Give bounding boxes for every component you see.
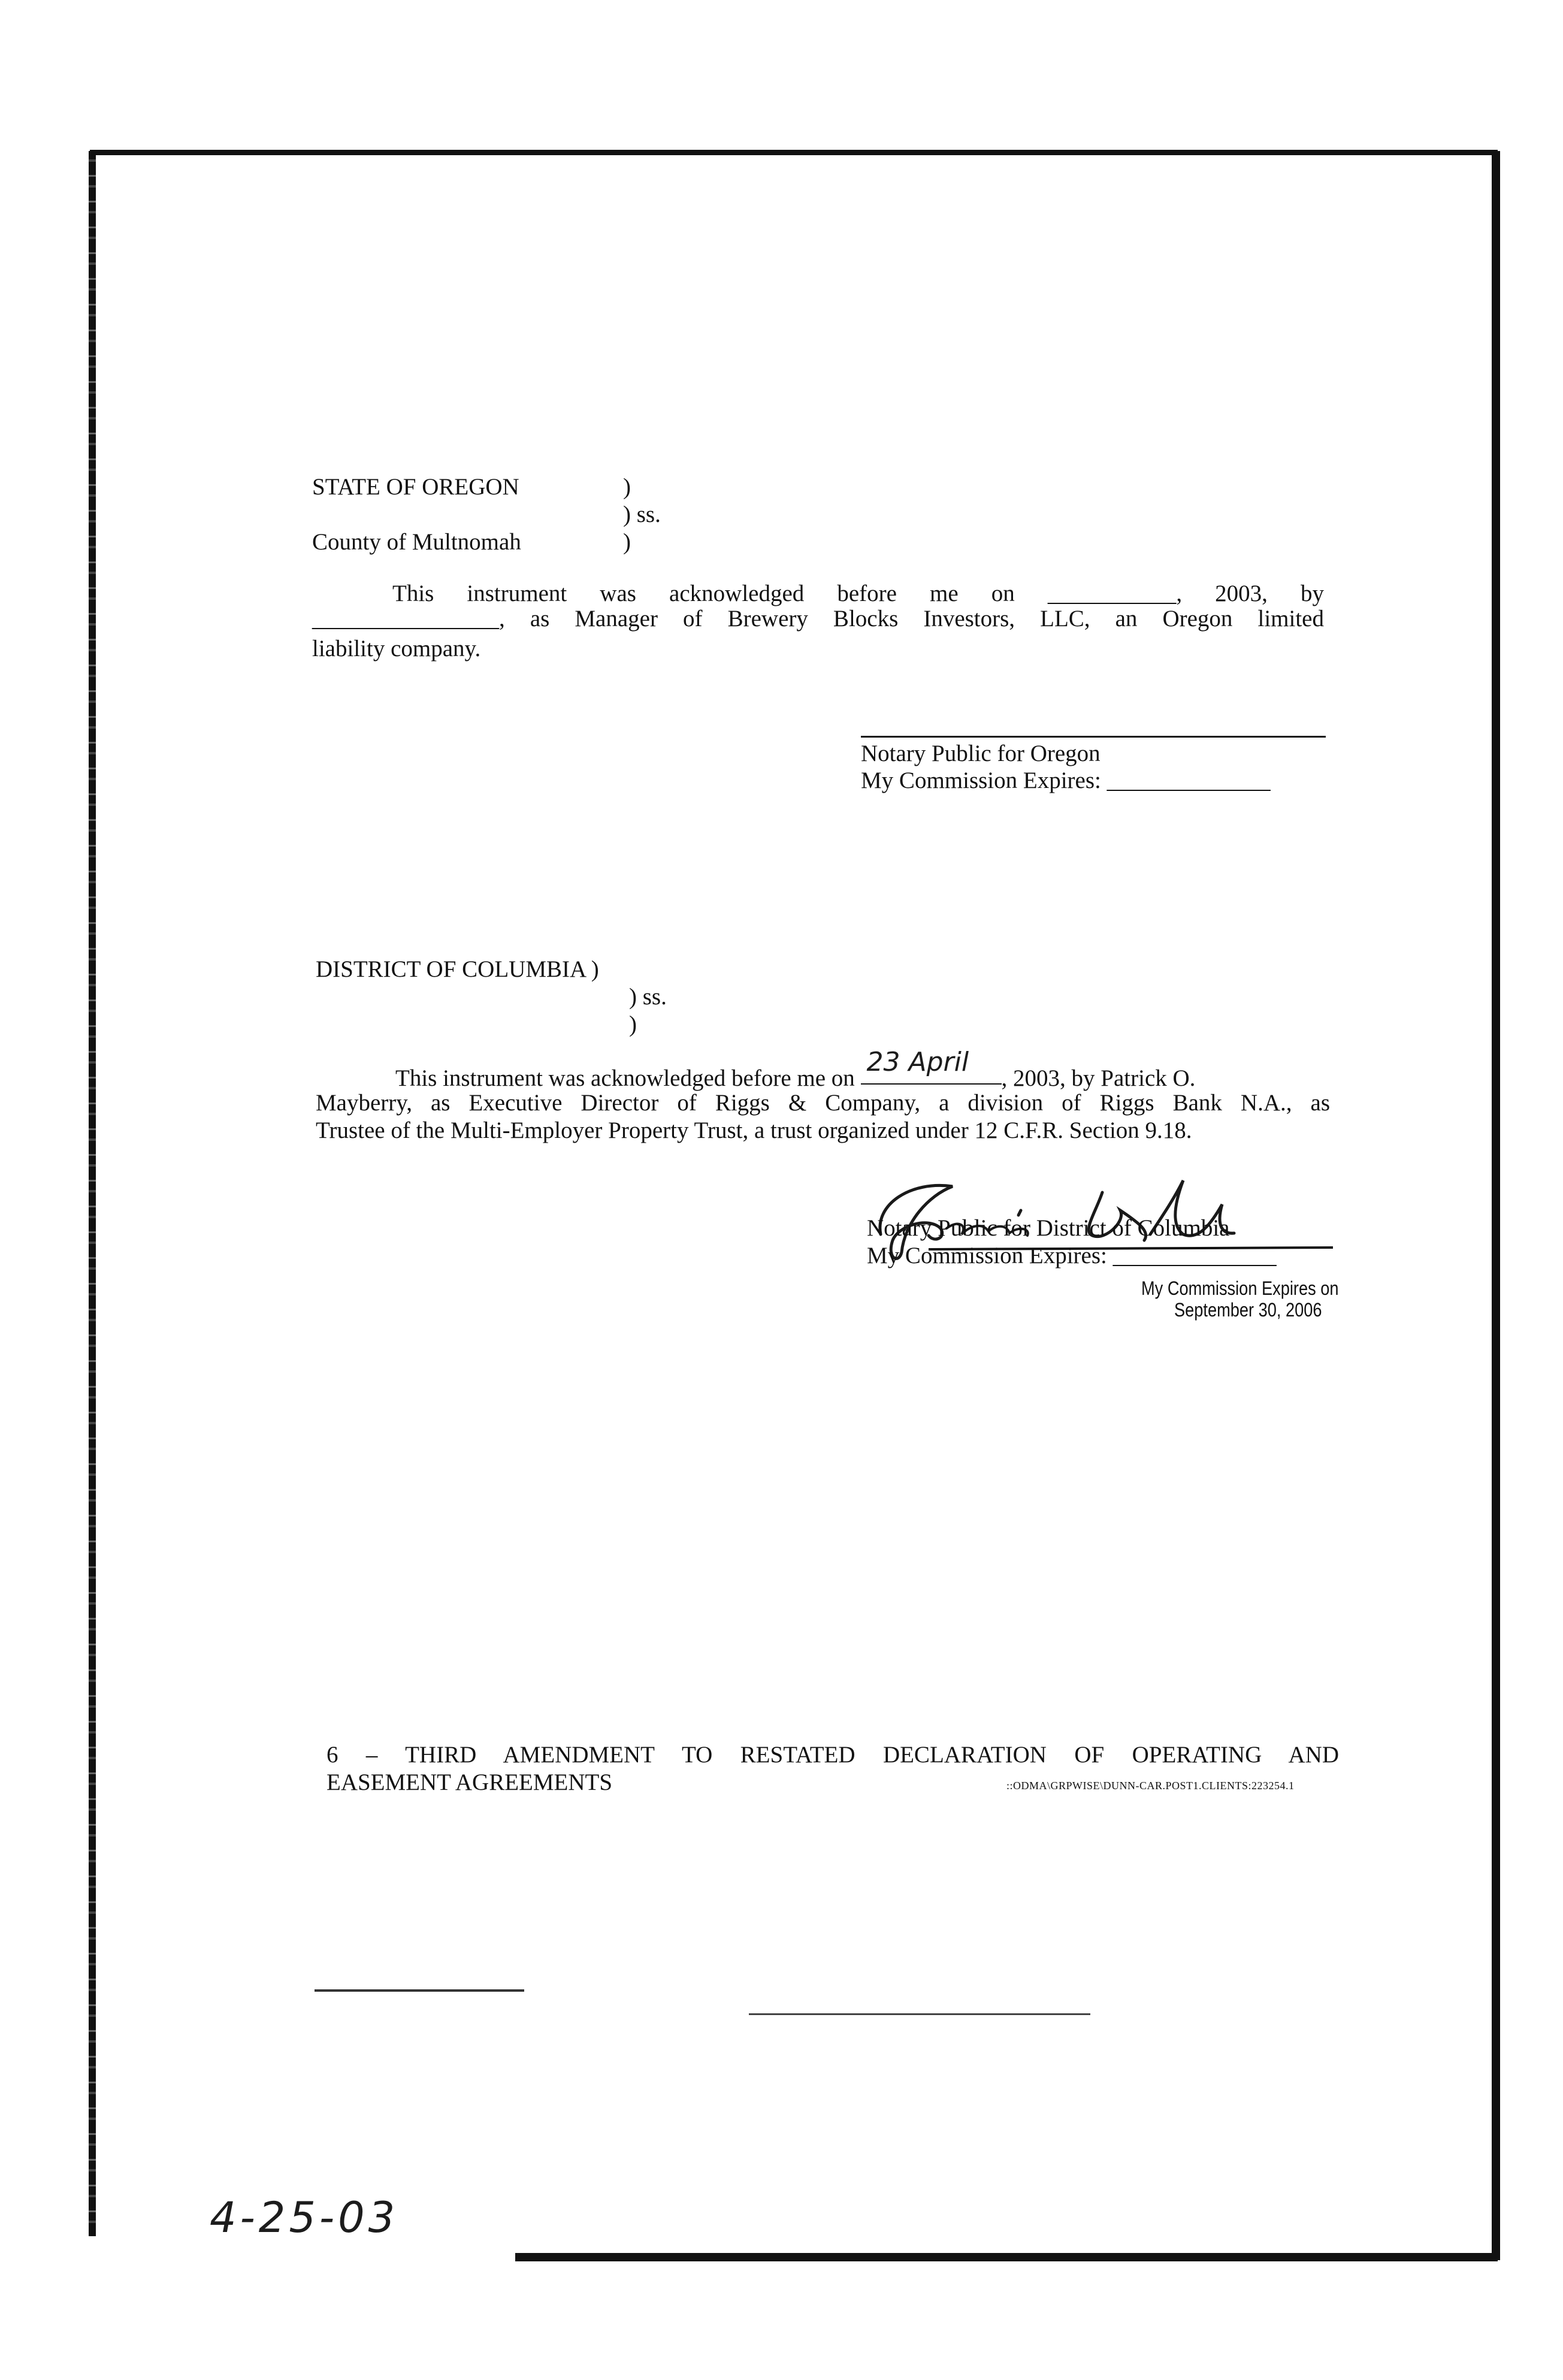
scan-artifact-line [749,2013,1090,2015]
scan-border-top [90,150,1498,155]
handwritten-date: 4-25-03 [210,2193,399,2242]
footer-title-line1: 6 – THIRD AMENDMENT TO RESTATED DECLARATION OF OPERATING AND [326,1742,1339,1768]
dc-ack-line1 [395,1047,1196,1092]
dc-commission-stamp-line2: September 30, 2006 [1174,1299,1322,1321]
dc-ack-line1-start: This instrument was acknowledged before me on [395,1065,855,1091]
oregon-ack-line3: liability company. [312,636,481,662]
dc-ack-line3: Trustee of the Multi-Employer Property Trust, a trust organized under 12 C.F.R. Section 9.18. [316,1117,1192,1143]
oregon-paren-3: ) [623,529,631,555]
dc-commission-expires: My Commission Expires: ______________ [867,1243,1277,1268]
oregon-notary-title: Notary Public for Oregon [861,741,1101,766]
footer-doc-path: ::ODMA\GRPWISE\DUNN-CAR.POST1.CLIENTS:223254.1 [1006,1780,1295,1792]
oregon-signature-line [861,736,1326,738]
oregon-commission-expires: My Commission Expires: ______________ [861,768,1271,793]
scan-border-left [89,151,96,2236]
oregon-paren-1: ) [623,474,631,500]
dc-commission-stamp-line1: My Commission Expires on [1141,1277,1339,1299]
oregon-county-label: County of Multnomah [312,529,521,555]
dc-ack-line2: Mayberry, as Executive Director of Riggs & Company, a division of Riggs Bank N.A., as [316,1090,1330,1116]
dc-handwritten-date: 23 April [866,1047,969,1077]
dc-district-label: DISTRICT OF COLUMBIA ) [316,956,599,982]
oregon-ack-line2: ________________, as Manager of Brewery Blocks Investors, LLC, an Oregon limited [312,606,1324,632]
scan-border-right [1492,151,1500,2260]
dc-paren-3: ) [629,1011,637,1037]
oregon-state-label: STATE OF OREGON [312,474,519,500]
dc-notary-title: Notary Public for District of Columbia [867,1215,1230,1241]
dc-ss: ) ss. [629,984,667,1010]
scan-border-bottom [515,2253,1498,2261]
oregon-ack-line1: This instrument was acknowledged before me on ___________, 2003, by [392,581,1324,606]
footer-title-line2: EASEMENT AGREEMENTS [326,1769,613,1795]
dc-ack-line1-end: , 2003, by Patrick O. [1001,1065,1196,1091]
scan-artifact-line [315,1989,524,1992]
dc-date-blank [861,1047,1002,1086]
oregon-ss: ) ss. [623,502,661,527]
